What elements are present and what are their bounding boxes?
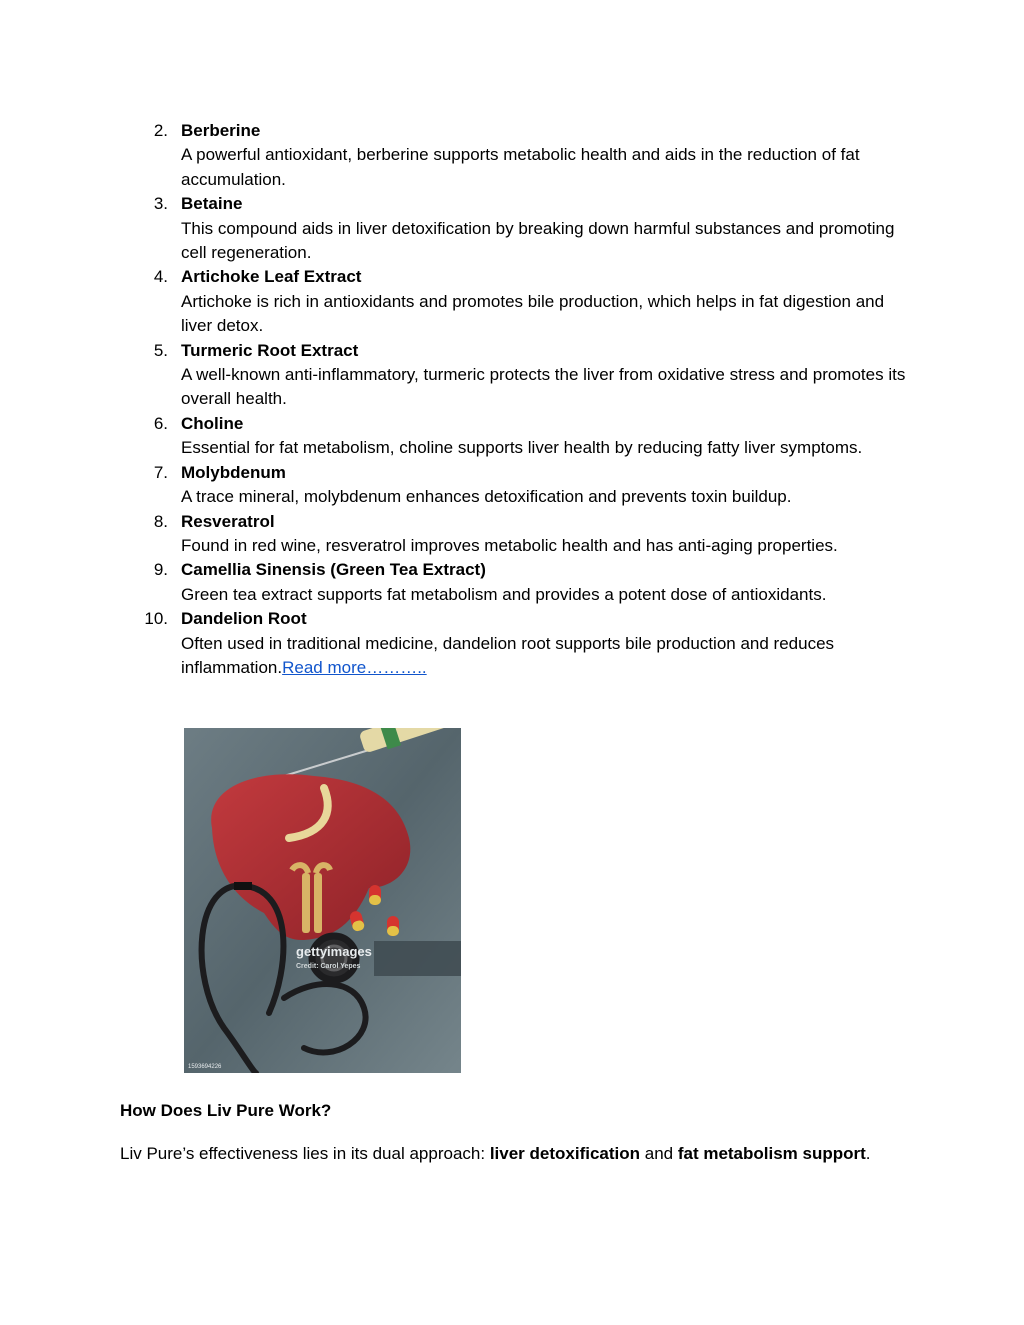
list-item: [120, 607, 910, 680]
ingredient-description: Found in red wine, resveratrol improves metabolic health and has anti-aging properties.: [181, 535, 838, 555]
list-item: [120, 461, 910, 510]
credit-text: Credit: Carol Yepes: [296, 963, 361, 970]
ingredient-name: Camellia Sinensis (Green Tea Extract): [181, 560, 486, 580]
summary-text-start: Liv Pure’s effectiveness lies in its dual approach:: [120, 1144, 490, 1163]
list-number: 4.: [153, 267, 168, 287]
list-item: [120, 265, 910, 338]
list-item: [120, 119, 910, 192]
summary-text-end: .: [865, 1144, 871, 1163]
ingredient-name: Turmeric Root Extract: [181, 340, 359, 360]
list-number: 2.: [153, 121, 168, 140]
ingredient-description: Artichoke is rich in antioxidants and promotes bile production, which helps in fat digestion and liver detox.: [181, 291, 885, 336]
section-heading: How Does Liv Pure Work?: [120, 1101, 332, 1120]
list-number: 7.: [153, 462, 168, 482]
image-id-text: 1593694226: [188, 1064, 222, 1070]
liver-stethoscope-image: [184, 728, 461, 1073]
list-number: 6.: [153, 413, 168, 433]
ingredient-name: Resveratrol: [181, 511, 275, 531]
ingredient-description: A well-known anti-inflammatory, turmeric protects the liver from oxidative stress and promotes its overall health.: [181, 365, 906, 409]
ingredient-name: Dandelion Root: [181, 609, 307, 629]
summary-paragraph: [120, 1142, 880, 1166]
list-item: [120, 510, 910, 559]
ingredient-name: Molybdenum: [181, 462, 286, 482]
ingredient-description: A powerful antioxidant, berberine supports metabolic health and aids in the reduction of fat accumulation.: [181, 145, 860, 189]
ingredient-description: [181, 632, 910, 681]
list-item: [120, 192, 910, 265]
ingredient-name: Berberine: [181, 121, 261, 140]
ingredient-description: This compound aids in liver detoxification by breaking down harmful substances and promoting cell regeneration.: [181, 218, 895, 263]
list-number: 8.: [153, 511, 168, 531]
bold-liver-detoxification: liver detoxification: [489, 1144, 641, 1163]
ingredient-description: Green tea extract supports fat metabolism and provides a potent dose of antioxidants.: [181, 584, 827, 604]
ingredient-list: [120, 119, 910, 680]
list-number: 10.: [144, 609, 168, 629]
ingredient-description-text: Often used in traditional medicine, dandelion root supports bile production and reduces inflammation.: [181, 633, 835, 677]
ingredient-name: Choline: [181, 413, 244, 433]
list-number: 9.: [153, 560, 168, 580]
list-number: 5.: [153, 340, 168, 360]
bold-fat-metabolism: fat metabolism support: [677, 1144, 866, 1163]
ingredient-description: Essential for fat metabolism, choline supports liver health by reducing fatty liver symptoms.: [181, 438, 863, 458]
read-more-link[interactable]: Read more………..: [282, 657, 427, 677]
ingredient-name: Betaine: [181, 194, 243, 214]
ingredient-name: Artichoke Leaf Extract: [181, 267, 362, 287]
list-item: [120, 558, 910, 607]
watermark-text: gettyimages: [296, 944, 372, 959]
list-number: 3.: [153, 194, 168, 214]
list-item: [120, 412, 910, 461]
ingredient-description: A trace mineral, molybdenum enhances detoxification and prevents toxin buildup.: [181, 487, 792, 507]
list-item: [120, 339, 910, 412]
summary-text-mid: and: [640, 1144, 678, 1163]
